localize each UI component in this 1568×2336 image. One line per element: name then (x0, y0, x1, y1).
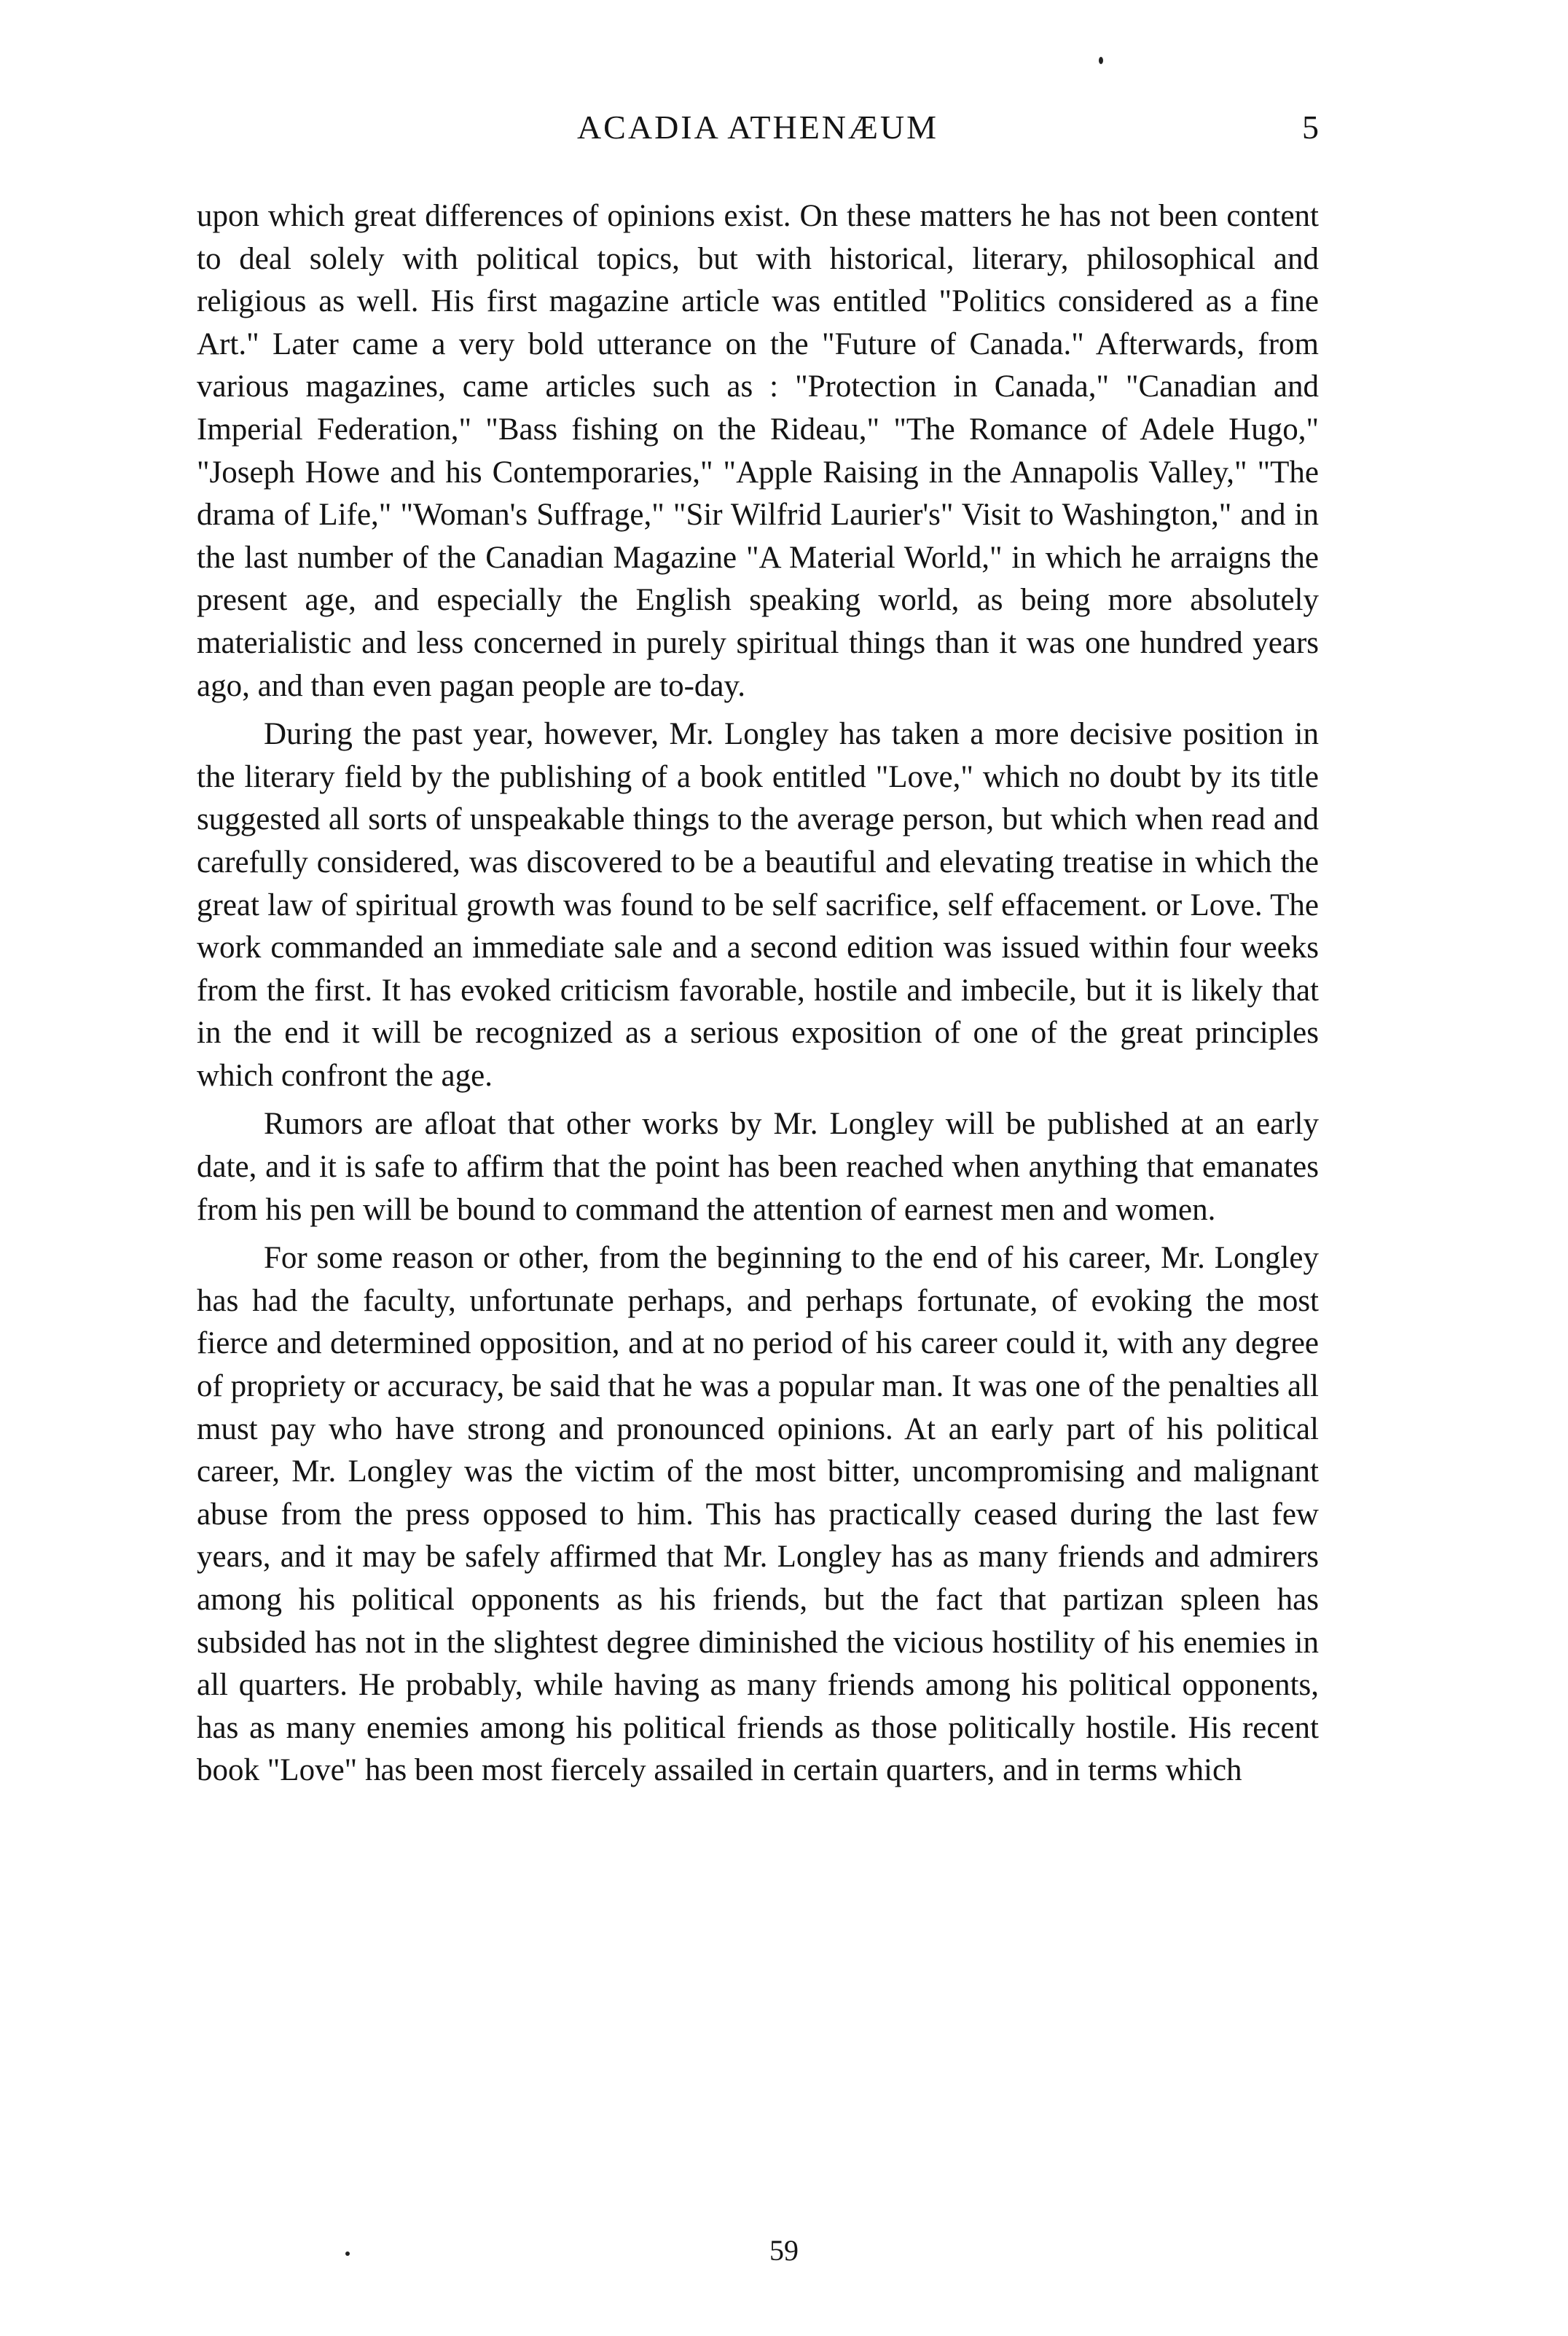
paragraph-3: Rumors are afloat that other works by Mr. Longley will be published at an early date, and it is safe to affirm that the point has been reached when anything that emanates from his pen will be bound to command the attention of earnest men and women. (197, 1107, 1319, 1227)
paragraph-1: upon which great differences of opinions exist. On these matters he has not been content to deal solely with political topics, but with historical, literary, philosophical and religious as well. His first magazine article was entitled "Politics considered as a fine Art." Later came a very bold utterance on the "Future of Canada." Afterwards, from various magazines, came articles such as : "Protection in Canada," "Canadian and Imperial Federation," "Bass fishing on the Rideau," "The Romance of Adele Hugo," "Joseph Howe and his Contemporaries," "Apple Raising in the Annapolis Valley," "The drama of Life," "Woman's Suffrage," "Sir Wilfrid Laurier's" Visit to Washington," and in the last number of the Canadian Magazine "A Material World," in which he arraigns the present age, and especially the English speaking world, as being more absolutely materialistic and less concerned in purely spiritual things than it was one hundred years ago, and than even pagan people are to-day. (197, 199, 1319, 703)
paragraph-2: During the past year, however, Mr. Longley has taken a more decisive position in the literary field by the publishing of a book entitled "Love," which no doubt by its title suggested all sorts of unspeakable things to the average person, but which when read and carefully considered, was discovered to be a beautiful and elevating treatise in which the great law of spiritual growth was found to be self sacrifice, self effacement. or Love. The work commanded an immediate sale and a second edition was issued within four weeks from the first. It has evoked criticism favorable, hostile and imbecile, but it is likely that in the end it will be recognized as a serious exposition of one of the great principles which confront the age. (197, 717, 1319, 1093)
running-head (197, 108, 1319, 159)
page-number: 5 (1302, 109, 1319, 146)
running-title: ACADIA ATHENÆUM (576, 109, 939, 146)
article-body (197, 195, 1319, 1798)
paragraph-4: For some reason or other, from the beginning to the end of his career, Mr. Longley has had the faculty, unfortunate perhaps, and perhaps fortunate, of evoking the most fierce and determined opposition, and at no period of his career could it, with any degree of propriety or accuracy, be said that he was a popular man. It was one of the penalties all must pay who have strong and pronounced opinions. At an early part of his political career, Mr. Longley was the victim of the most bitter, uncompromising and malignant abuse from the press opposed to him. This has practically ceased during the last few years, and it may be safely affirmed that Mr. Longley has as many friends and admirers among his political opponents as his friends, but the fact that partizan spleen has subsided has not in the slightest degree diminished the vicious hostility of his enemies in all quarters. He probably, while having as many friends among his political opponents, has as many enemies among his political friends as those politically hostile. His recent book "Love" has been most fiercely assailed in certain quarters, and in terms which (197, 1241, 1319, 1788)
ink-speck (1099, 57, 1103, 64)
folio-number: 59 (769, 2234, 799, 2267)
